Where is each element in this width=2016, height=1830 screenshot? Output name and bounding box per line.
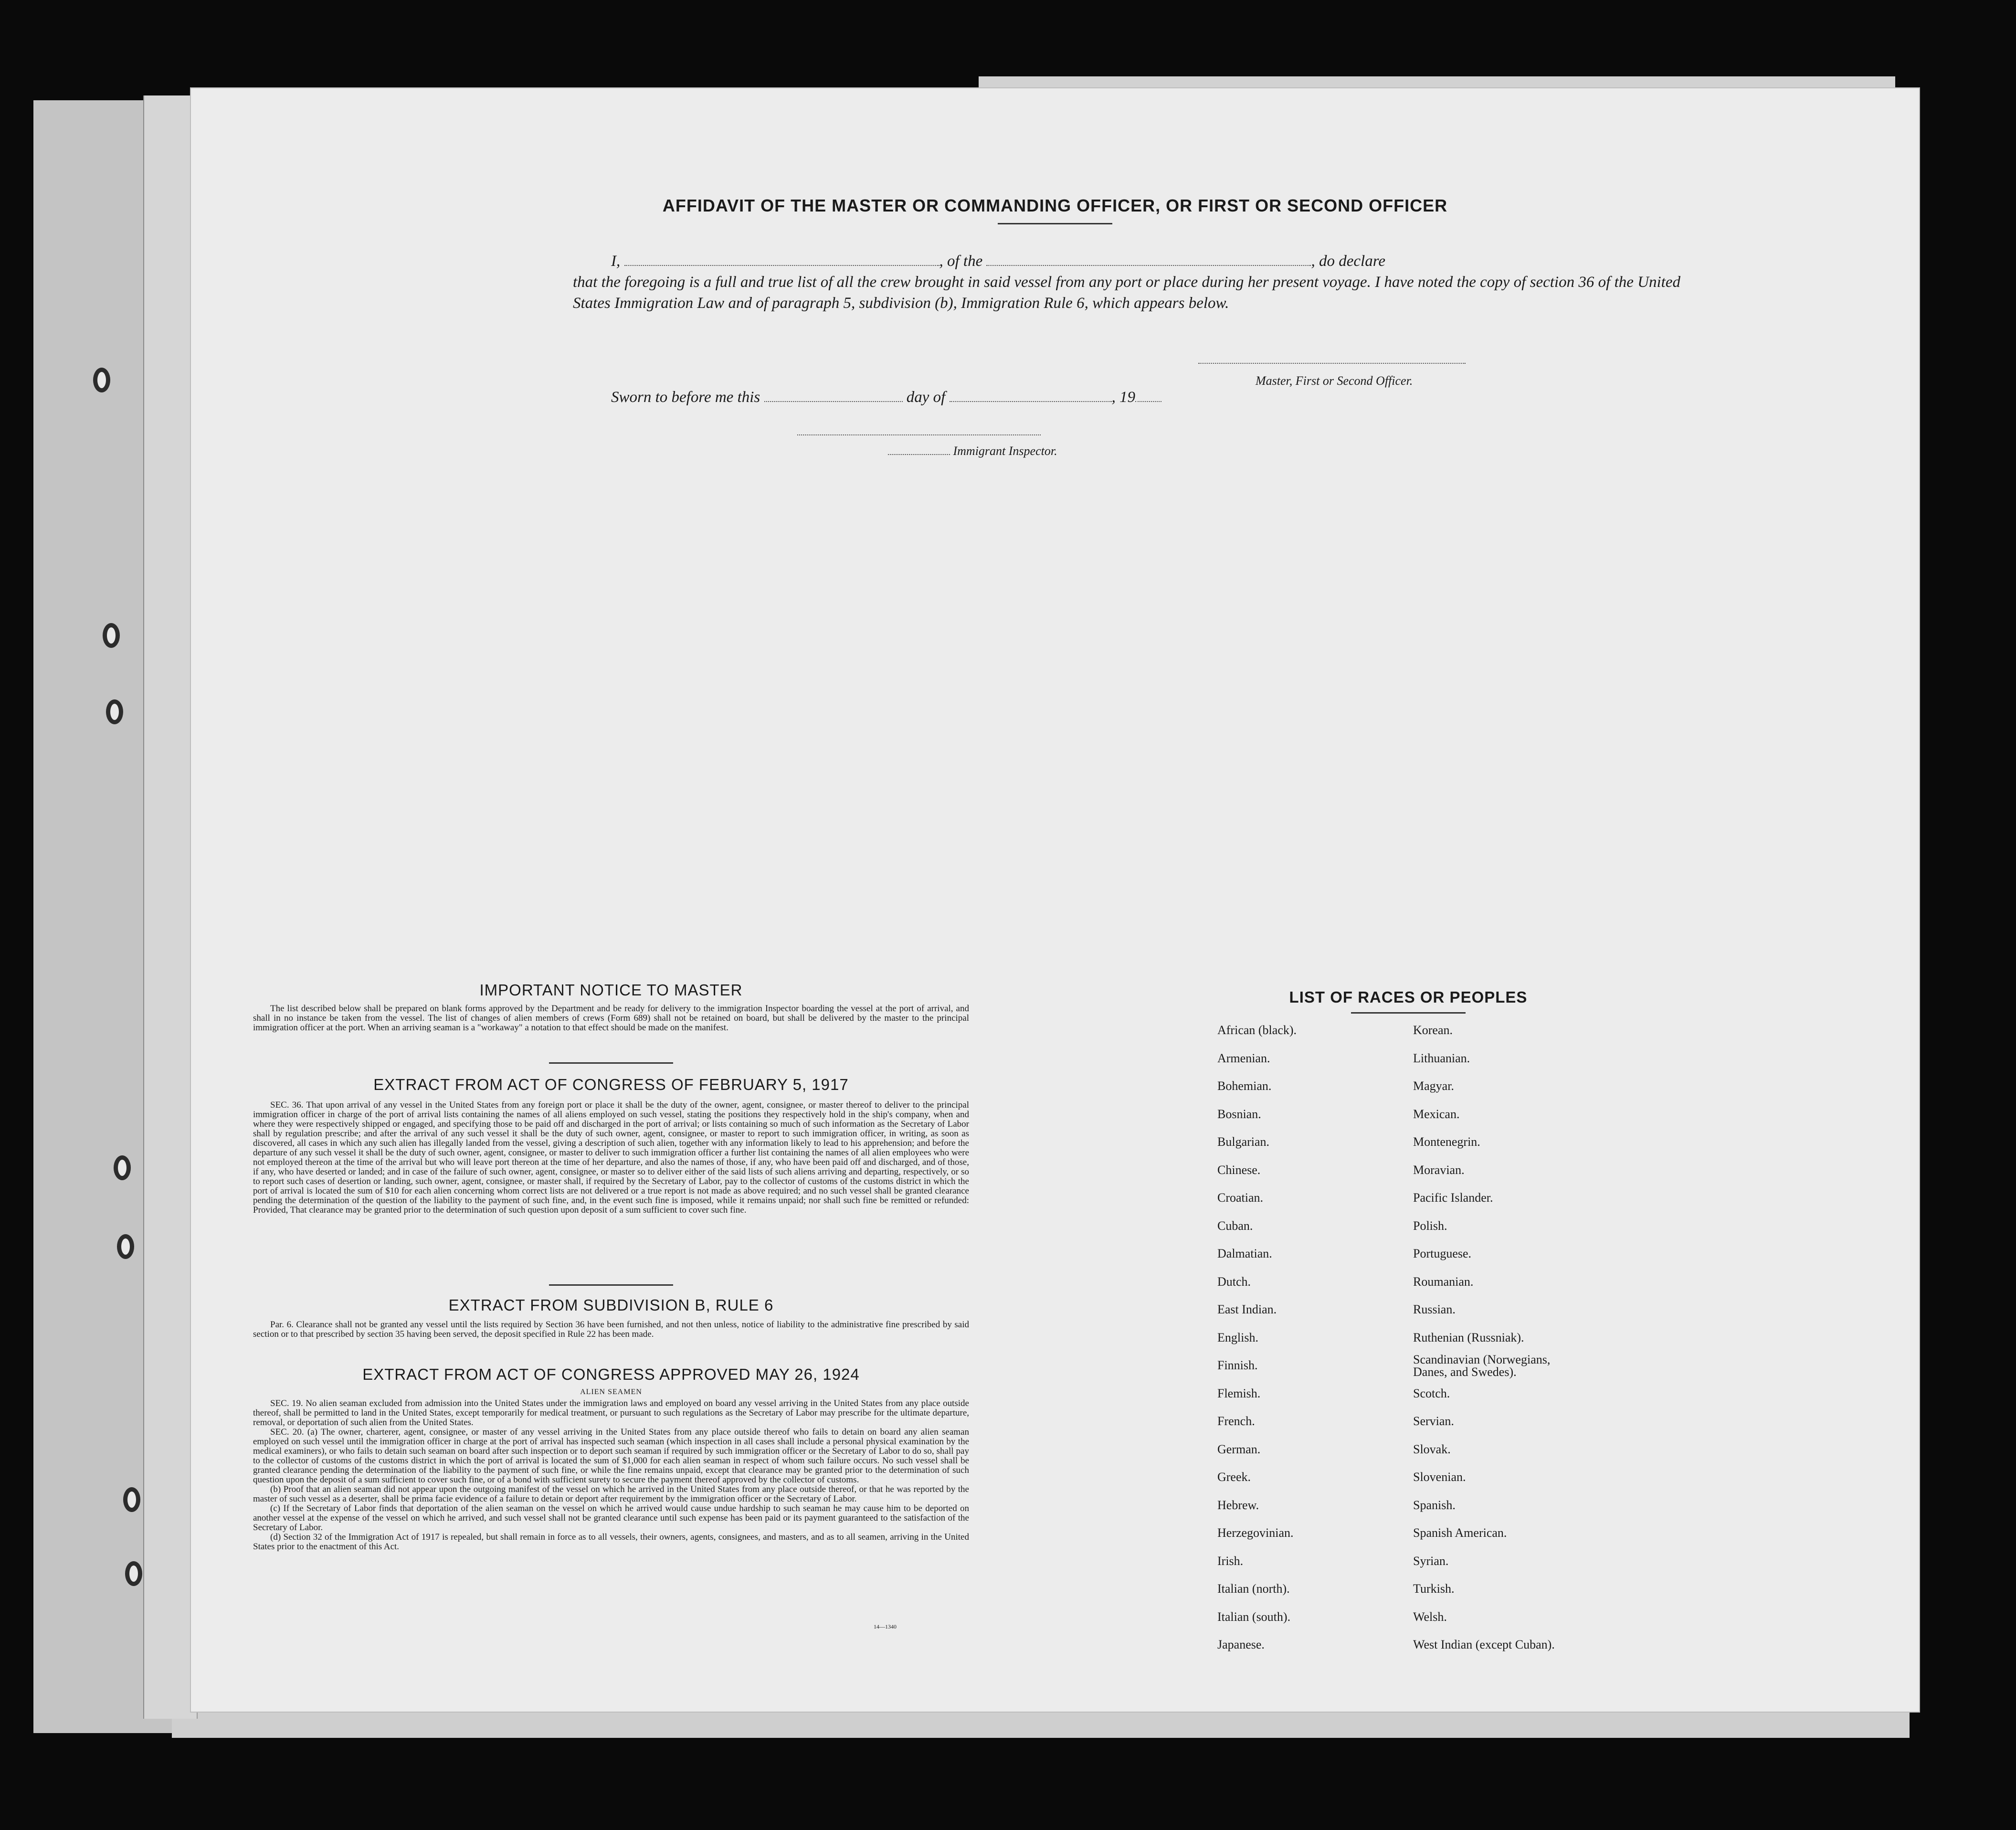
divider: [1351, 1012, 1466, 1014]
sworn-prefix: Sworn to before me this: [611, 389, 760, 406]
divider: [549, 1062, 673, 1064]
race-item: Ruthenian (Russniak).: [1413, 1330, 1524, 1344]
race-item: Roumanian.: [1413, 1274, 1474, 1289]
race-item: Herzegovinian.: [1217, 1526, 1294, 1540]
race-item: Scandinavian (Norwegians, Danes, and Swedes).: [1413, 1353, 1551, 1379]
affidavit-do-declare: , do declare: [1311, 253, 1385, 270]
race-item: Pacific Islander.: [1413, 1191, 1493, 1205]
race-item: Welsh.: [1413, 1609, 1447, 1624]
race-item: French.: [1217, 1414, 1255, 1428]
binder-hole-icon: [106, 699, 123, 724]
name-field: [624, 251, 939, 266]
race-item: Spanish.: [1413, 1498, 1456, 1512]
inspector-label-text: Immigrant Inspector.: [953, 444, 1057, 458]
race-item: German.: [1217, 1442, 1261, 1456]
race-item: Slovenian.: [1413, 1470, 1466, 1484]
vessel-field: [986, 251, 1311, 266]
binder-hole-icon: [125, 1561, 142, 1586]
race-item: Magyar.: [1413, 1079, 1454, 1093]
race-item: Montenegrin.: [1413, 1135, 1480, 1149]
race-item: African (black).: [1217, 1023, 1297, 1037]
race-item: Flemish.: [1217, 1386, 1261, 1400]
race-item: Finnish.: [1217, 1358, 1258, 1372]
sec-20b-text: (b) Proof that an alien seaman did not appear upon the outgoing manifest of the vessel on which he arrived in the United States from any place outside thereof, or that he was reported by the master of such vessel as a deserter, shall be prima facie evidence of a failure to detain or deport after requirement by the immigration officer or the Secretary of Labor.: [253, 1484, 969, 1504]
year-prefix: , 19: [1111, 389, 1136, 406]
race-item: Spanish American.: [1413, 1526, 1507, 1540]
sec-19-text: SEC. 19. No alien seaman excluded from admission into the United States under the immigration laws and employed on board any vessel arriving in the United States from any place outside thereof, shall be permitted to land in the United States, except temporarily for medical treatment, or pursuant to such regulations as the Secretary of Labor may prescribe for the ultimate departure, removal, or deportation of such alien from the United States.: [253, 1398, 969, 1428]
race-item: Russian.: [1413, 1302, 1456, 1316]
races-title: LIST OF RACES OR PEOPLES: [1289, 988, 1528, 1006]
sec-20c-text: (c) If the Secretary of Labor finds that deportation of the alien seaman on the vessel on which he arrived would cause undue hardship to such seaman he may cause him to be deported on another vessel at the expense of the vessel on which he arrived, and such vessel shall not be granted clearance until such expense has been paid or its payment guaranteed to the satisfaction of the Secretary of Labor.: [253, 1503, 969, 1533]
year-field: [1135, 387, 1161, 402]
race-item: Bosnian.: [1217, 1107, 1261, 1121]
race-item: Bulgarian.: [1217, 1135, 1270, 1149]
extract-rule6-body: [253, 1320, 969, 1339]
race-item: Bohemian.: [1217, 1079, 1272, 1093]
extract-1924-body: [253, 1399, 969, 1552]
race-item: Japanese.: [1217, 1638, 1265, 1651]
race-item: Croatian.: [1217, 1191, 1264, 1205]
race-item: Dutch.: [1217, 1274, 1251, 1289]
notice-title: IMPORTANT NOTICE TO MASTER: [479, 981, 743, 999]
race-item: Polish.: [1413, 1218, 1447, 1233]
race-item: Chinese.: [1217, 1163, 1261, 1177]
race-item: Mexican.: [1413, 1107, 1460, 1121]
manifest-page: [191, 88, 1919, 1712]
notice-paragraph: The list described below shall be prepared on blank forms approved by the Department and be ready for delivery to the immigration Inspector boarding the vessel at the port of arrival, and shall in no instance be taken from the vessel. The list of changes of alien members of crews (Form 689) shall not be retained on board, but shall be delivered by the master to the principal immigration officer at the port. When an arriving seaman is a "workaway" a notation to that effect should be made on the manifest.: [253, 1004, 969, 1033]
sec-20a-text: SEC. 20. (a) The owner, charterer, agent, consignee, or master of any vessel arriving in the United States from any place outside thereof who fails to detain on board any alien seaman employed on such vessel until the immigration officer in charge at the port of arrival has inspected such seaman (which inspection in all cases shall include a personal physical examination by the medical examiners), or who fails to detain such seaman on board after such inspection or to deport such seaman if required by such immigration officer or the Secretary of Labor to do so, shall pay to the collector of customs of the customs district in which the port of arrival is located the sum of $1,000 for each alien seaman in respect of whom such failure occurs. No such vessel shall be granted clearance pending the determination of the liability to the payment of such fine, or while the fine remains unpaid, except that clearance may be granted prior to the determination of such question upon the deposit of a sum sufficient to cover such fine, or of a bond with sufficient surety to secure the payment thereof approved by the collector of customs.: [253, 1427, 969, 1485]
alien-seamen-subtitle: ALIEN SEAMEN: [580, 1388, 642, 1396]
sworn-line: [611, 387, 1161, 406]
signature-line: [1198, 363, 1466, 364]
affidavit-of-the: , of the: [939, 253, 983, 270]
race-item: Italian (south).: [1217, 1609, 1291, 1624]
affidavit-text: [573, 251, 1680, 314]
affidavit-title: AFFIDAVIT OF THE MASTER OR COMMANDING OFFICER, OR FIRST OR SECOND OFFICER: [662, 196, 1448, 215]
extract-1917-body: [253, 1100, 969, 1215]
race-item: Scotch.: [1413, 1386, 1450, 1400]
extract-1917-title: EXTRACT FROM ACT OF CONGRESS OF FEBRUARY 5, 1917: [373, 1076, 849, 1093]
divider: [998, 223, 1112, 224]
binder-hole-icon: [114, 1155, 131, 1180]
par-6-text: Par. 6. Clearance shall not be granted any vessel until the lists required by Section 36 have been furnished, and not then unless, notice of liability to the administrative fine prescribed by said section or to that prescribed by section 35 having been served, the deposit specified in Rule 22 has been made.: [253, 1320, 969, 1339]
notice-body: [253, 1004, 969, 1033]
affidavit-body: that the foregoing is a full and true list of all the crew brought in said vessel from any port or place during her present voyage. I have noted the copy of section 36 of the United States Immigration Law and of paragraph 5, subdivision (b), Immigration Rule 6, which appears below.: [573, 274, 1680, 312]
inspector-line: [797, 434, 1041, 435]
race-item: Armenian.: [1217, 1051, 1270, 1065]
race-item: Turkish.: [1413, 1582, 1455, 1596]
race-item: Italian (north).: [1217, 1582, 1290, 1596]
inspector-label: [888, 444, 1057, 458]
race-item: East Indian.: [1217, 1302, 1277, 1316]
race-item: Slovak.: [1413, 1442, 1451, 1456]
divider: [549, 1284, 673, 1286]
race-item: Lithuanian.: [1413, 1051, 1470, 1065]
month-field: [950, 387, 1112, 402]
race-item: Cuban.: [1217, 1218, 1253, 1233]
race-item: Greek.: [1217, 1470, 1251, 1484]
binder-hole-icon: [117, 1234, 134, 1259]
binder-hole-icon: [123, 1487, 140, 1512]
race-item: Servian.: [1413, 1414, 1454, 1428]
day-of-label: day of: [906, 389, 946, 406]
race-item: Syrian.: [1413, 1554, 1449, 1568]
signature-label: Master, First or Second Officer.: [1256, 374, 1413, 388]
race-item: West Indian (except Cuban).: [1413, 1638, 1555, 1651]
race-item: Hebrew.: [1217, 1498, 1259, 1512]
binder-hole-icon: [103, 623, 120, 648]
section-36-text: SEC. 36. That upon arrival of any vessel in the United States from any foreign port or place it shall be the duty of the owner, agent, consignee, or master thereof to deliver to the principal immigration officer in charge of the port of arrival lists containing the names of all aliens employed on such vessel, stating the positions they respectively hold in the ship's company, when and where they were respectively shipped or engaged, and specifying those to be paid off and discharged in the port of arrival; or lists containing so much of such information as the Secretary of Labor shall by regulation prescribe; and after the arrival of any such vessel it shall be the duty of such owner, agent, consignee, or master to report to such immigration officer, in writing, as soon as discovered, all cases in which any such alien has illegally landed from the vessel, giving a description of such alien, together with any information likely to lead to his apprehension; and before the departure of any such vessel it shall be the duty of such owner, agent, consignee, or master to deliver to such immigration officer a further list containing the names of all alien employees who were not employed thereon at the time of the arrival but who will leave port thereon at the time of her departure, and also the names of those, if any, who have been paid off and discharged, and of those, if any, who have deserted or landed; and in case of the failure of such owner, agent, consignee, or master so to deliver either of the said lists of such aliens arriving and departing, respectively, or so to report such cases of desertion or landing, such owner, agent, consignee, or master shall, if required by the Secretary of Labor, pay to the collector of customs of the customs district in which the port of arrival is located the sum of $10 for each alien concerning whom correct lists are not delivered or a true report is not made as above required; and no such vessel shall be granted clearance pending the determination of the question of the liability to the payment of such fine, and, in the event such fine is imposed, while it remains unpaid; nor shall such fine be remitted or refunded: Provided, That clearance may be granted prior to the determination of such question upon deposit of a sum sufficient to cover such fine.: [253, 1100, 969, 1215]
sec-20d-text: (d) Section 32 of the Immigration Act of 1917 is repealed, but shall remain in force as to all vessels, their owners, agents, consignees, and masters, and as to all seamen, arriving in the United States prior to the enactment of this Act.: [253, 1532, 969, 1552]
race-item: Korean.: [1413, 1023, 1453, 1037]
extract-1924-title: EXTRACT FROM ACT OF CONGRESS APPROVED MAY 26, 1924: [362, 1365, 860, 1383]
race-item: Dalmatian.: [1217, 1247, 1272, 1260]
race-item: English.: [1217, 1330, 1258, 1344]
affidavit-i: I,: [611, 253, 621, 270]
race-item: Irish.: [1217, 1554, 1244, 1568]
form-number: 14—1340: [874, 1623, 897, 1630]
race-item: Portuguese.: [1413, 1247, 1472, 1260]
binder-hole-icon: [93, 368, 110, 392]
binder-strip: [143, 95, 198, 1719]
extract-rule6-title: EXTRACT FROM SUBDIVISION B, RULE 6: [448, 1296, 774, 1314]
day-field: [764, 387, 903, 402]
race-item: Moravian.: [1413, 1163, 1465, 1177]
